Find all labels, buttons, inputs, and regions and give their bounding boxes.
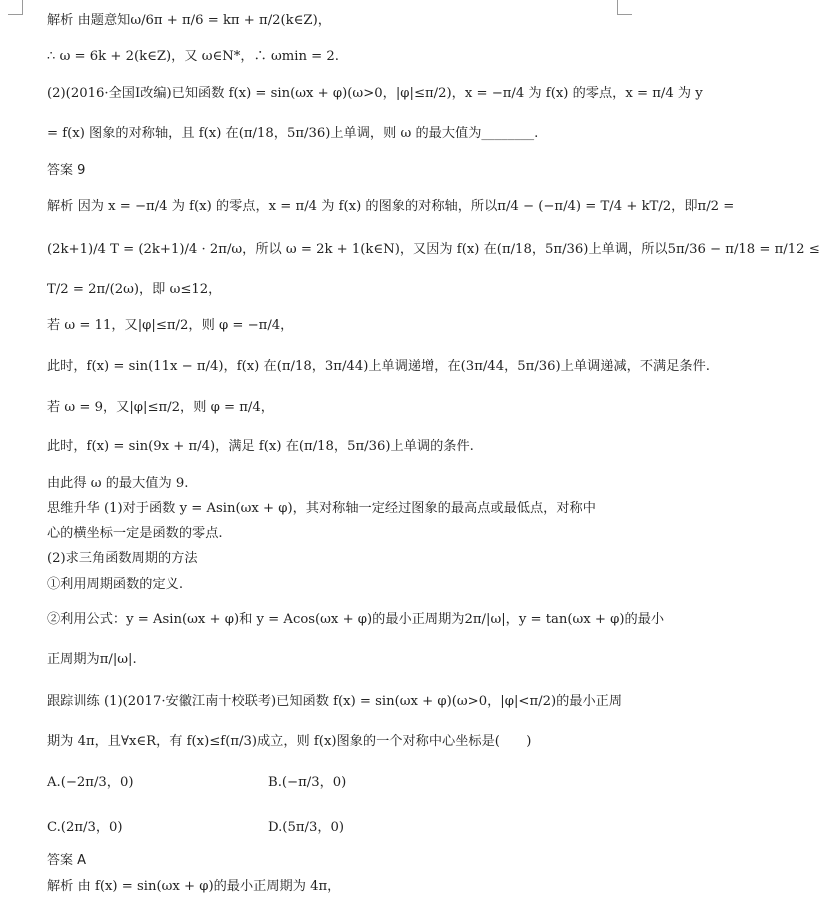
option-d: D.(5π/3，0) — [268, 820, 345, 835]
period-method-2: ②利用公式：y = Asin(ωx + φ)和 y = Acos(ωx + φ)的最小正周期为2π/|ω|，y = tan(ωx + φ)的最小 — [47, 612, 665, 627]
case-omega-9-conclusion: 此时，f(x) = sin(9x + π/4)，满足 f(x) 在(π/18，5π/36)上单调的条件. — [47, 439, 474, 454]
analysis-line-1: 解析 因为 x = −π/4 为 f(x) 的零点，x = π/4 为 f(x) 的图象的对称轴，所以π/4 − (−π/4) = T/4 + kT/2，即π/2 = — [47, 199, 735, 214]
solution-line-omega-min: ∴ ω = 6k + 2(k∈Z)，又 ω∈N*，∴ ωmin = 2. — [47, 49, 339, 64]
case-omega-9: 若 ω = 9，又|φ|≤π/2，则 φ = π/4， — [47, 400, 274, 415]
period-method-1: ①利用周期函数的定义. — [47, 577, 184, 592]
period-methods-heading: (2)求三角函数周期的方法 — [47, 551, 198, 566]
option-a: A.(−2π/3，0) — [47, 775, 134, 790]
analysis-line-3: T/2 = 2π/(2ω)，即 ω≤12， — [47, 282, 222, 297]
final-analysis-line: 解析 由 f(x) = sin(ωx + φ)的最小正周期为 4π， — [47, 879, 341, 894]
case-omega-11: 若 ω = 11，又|φ|≤π/2，则 φ = −π/4， — [47, 318, 294, 333]
max-omega-conclusion: 由此得 ω 的最大值为 9. — [47, 476, 189, 491]
page-corner-mark-left — [8, 0, 23, 15]
thinking-summary-line-2: 心的横坐标一定是函数的零点. — [47, 526, 223, 541]
problem-2-statement-line-1: (2)(2016·全国Ⅰ改编)已知函数 f(x) = sin(ωx + φ)(ω>0，|φ|≤π/2)，x = −π/4 为 f(x) 的零点，x = π/4 为 y — [47, 86, 703, 101]
thinking-summary-line-1: 思维升华 (1)对于函数 y = Asin(ωx + φ)，其对称轴一定经过图象的最高点或最低点，对称中 — [47, 501, 596, 516]
page-corner-mark-right — [617, 0, 632, 15]
case-omega-11-conclusion: 此时，f(x) = sin(11x − π/4)，f(x) 在(π/18，3π/44)上单调递增，在(3π/44，5π/36)上单调递减，不满足条件. — [47, 359, 710, 374]
period-method-2-continued: 正周期为π/|ω|. — [47, 652, 137, 667]
follow-up-exercise-line-1: 跟踪训练 (1)(2017·安徽江南十校联考)已知函数 f(x) = sin(ωx + φ)(ω>0，|φ|<π/2)的最小正周 — [47, 694, 623, 709]
follow-up-exercise-line-2: 期为 4π，且∀x∈R，有 f(x)≤f(π/3)成立，则 f(x)图象的一个对称中心坐标是( ) — [47, 734, 532, 749]
solution-line-omega-equation: 解析 由题意知ω/6π + π/6 = kπ + π/2(k∈Z)， — [47, 13, 331, 28]
option-c: C.(2π/3，0) — [47, 820, 123, 835]
analysis-line-2: (2k+1)/4 T = (2k+1)/4 · 2π/ω，所以 ω = 2k + 1(k∈N)，又因为 f(x) 在(π/18，5π/36)上单调，所以5π/36 − π/18 = π/12 ≤ — [47, 242, 820, 257]
problem-2-statement-line-2: = f(x) 图象的对称轴，且 f(x) 在(π/18，5π/36)上单调，则 ω 的最大值为________. — [47, 126, 539, 141]
answer-label-a: 答案 A — [47, 853, 87, 868]
answer-label-9: 答案 9 — [47, 163, 86, 178]
option-b: B.(−π/3，0) — [268, 775, 347, 790]
